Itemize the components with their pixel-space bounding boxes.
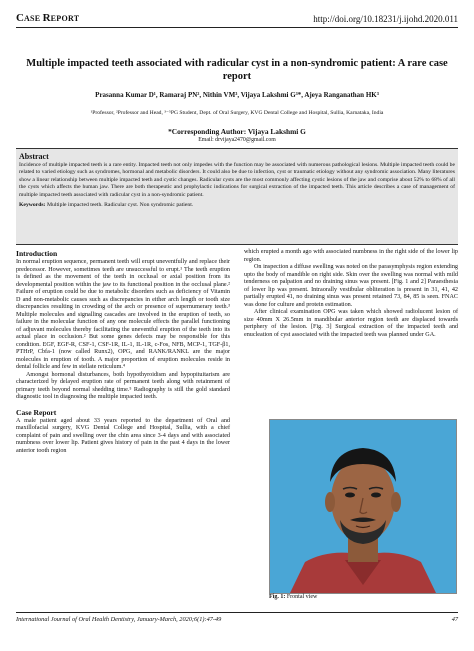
abstract-heading: Abstract — [19, 152, 49, 161]
running-header — [16, 6, 458, 24]
article-type-label — [16, 12, 79, 24]
case-paragraph-continued: which erupted a month ago with associated numbness in the right side of the lower lip region. — [244, 249, 458, 263]
doi-link[interactable]: http://doi.org/10.18231/j.ijohd.2020.011 — [313, 14, 458, 24]
keywords-label: Keywords: — [19, 202, 46, 209]
abstract-body: Incidence of multiple impacted teeth is a rare entity. Impacted teeth not only impedes with the function may be associated with numerous pathological lesions. Multiple impacted teeth could be related to varied etiology such as syndromes, hormonal and metabolic disorders. It could also be due to infection, cyst or traumatic etiology without any syndromic association. Many literatures show a linear relationship between multiple impacted teeth and cystic changes. Radicular cysts are the most commonly affecting cystic lesions of the jaw and comprise about 52% to 68% of all the cysts which affects the human jaw. There are both therapeutic and prophylactic indications for surgical extraction of the impacted teeth. This article describes a case of management of multiple impacted teeth associated with radicular cyst in a non-syndromic patient. — [19, 162, 455, 198]
author-list: Prasanna Kumar D¹, Ramaraj PN², Nithin VM³, Vijaya Lakshmi G³*, Ajeya Ranganathan HK³ — [95, 91, 379, 99]
figure-label: Fig. 1: — [269, 594, 286, 600]
figure-caption — [269, 594, 317, 600]
introduction-heading: Introduction — [16, 249, 58, 258]
introduction-paragraph-1: In normal eruption sequence, permanent teeth will erupt uneventfully and replace their predecessor. However, sometimes teeth are unsuccessful to erupt.¹ The teeth eruption is defined as the movement of the teeth in occlusal or axial position from its developmental position within the jaw to its functional position in the occlusal plane.² Failure of eruption could be due to metabolic disorders such as deficiency of Vitamin D and non-metabolic causes such as discrepancies in either arch length or tooth size discrepancies resulting in crowding of the arch or presence of supernumerary teeth.³ Multiple molecules and signalling cascades are involved in the eruption of teeth, so failure in the molecular function of any one molecule effects the parallel functioning of adjuvant molecules thereby facilitating the uneventful eruption of the teeth into its actual place in occlusion.² But some genes defects may be responsible for this condition. EGF, EGF-R, CSF-1, CSF-1R, IL-1, IL-1R, c-Fos, NFB, MCP-1, TGF-β1, PTHrP, Cbfa-1 (now called Runx2), OPG, and RANK/RANKL are the major molecules in eruption of tooth. A major proportion of eruption molecules reside in dental follicle and few in stellate reticulum.⁴ — [16, 259, 230, 370]
figure-caption-text: Frontal view — [286, 594, 318, 600]
header-rule — [16, 27, 458, 28]
right-column — [244, 249, 458, 339]
journal-citation: International Journal of Oral Health Dentistry, January-March, 2020;6(1):47-49 — [16, 616, 222, 623]
frontal-view-photo — [269, 419, 457, 594]
article-type-initial-r: R — [42, 12, 51, 24]
abstract-box — [16, 148, 458, 245]
corresponding-author: *Corresponding Author: Vijaya Lakshmi G — [168, 127, 306, 136]
keywords-text: Multiple impacted teeth. Radicular cyst. Non syndromic patient. — [46, 202, 194, 209]
case-paragraph-opg: After clinical examination OPG was taken which showed radiolucent lesion of size 40mm X 26.5mm in mandibular anterior region teeth are displaced towards periphery of the lesion. [Fig. 3] Surgical extraction of the impacted teeth and enucleation of cyst associated with the impacted teeth was planned under GA. — [244, 309, 458, 338]
introduction-paragraph-2: Amongst hormonal disturbances, both hypothyroidism and hypopituitarism are characterized by delayed eruption rate of permanent teeth along with retainment of primary teeth beyond normal shedding time.⁵ Radiography is still the gold standard diagnostic tool in diagnosing the multiple impacted teeth. — [16, 371, 230, 400]
keywords — [19, 202, 455, 208]
case-report-heading: Case Report — [16, 407, 57, 417]
page-number: 47 — [451, 616, 458, 623]
running-footer — [16, 616, 458, 623]
article-title: Multiple impacted teeth associated with radicular cyst in a non-syndromic patient: A rare case report — [26, 58, 448, 82]
left-column — [16, 249, 230, 455]
case-report-paragraph-1: A male patient aged about 33 years reported to the department of Oral and maxillofacial surgery, KVG Dental College and Hospital, Sullia, with a chief complaint of pain and swelling over the chin area since 3-4 days and with associated numbness over lower lip. Patient gives history of pain in the past 4 days in the lower anterior tooth region — [16, 417, 230, 454]
patient-photo-illustration — [270, 420, 456, 593]
article-type-rest-r: EPORT — [50, 14, 80, 23]
article-type-rest-c: ASE — [23, 14, 41, 23]
case-paragraph-inspection: On inspection a diffuse swelling was noted on the parasymphysis region extending upto the body of mandible on right side. Skin over the swelling was normal with mild tenderness on palpation and no draining sinus was present. [Fig. 1 and 2] Paraesthesia of lower lip was present. Intraorally vestibular obliteration is present in 31, 41, 42 partially erupted 41, no draining sinus was present retained 73, 84, 85 is seen. FNAC was done for culture and protein estimation. — [244, 264, 458, 308]
article-type-initial-c: C — [16, 12, 24, 24]
author-email[interactable]: Email: drvijaya2470@gmail.com — [198, 137, 276, 143]
footer-rule — [16, 612, 458, 613]
affiliations: ¹Professor, ²Professor and Head, ³⁻⁵PG Student, Dept. of Oral Surgery, KVG Dental College and Hospital, Sullia, Karnataka, India — [90, 110, 384, 116]
